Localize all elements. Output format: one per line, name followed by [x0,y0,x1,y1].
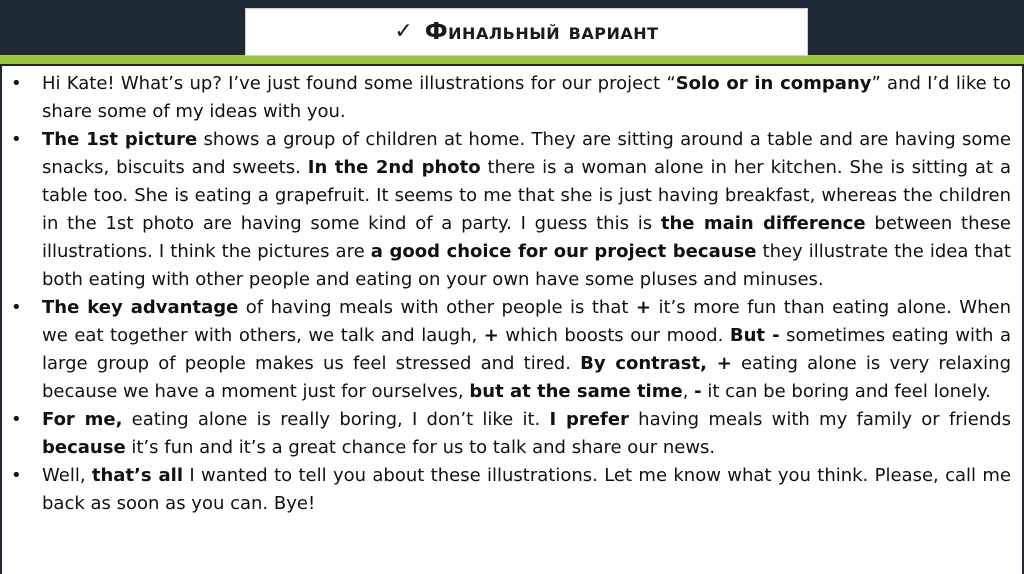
text-run: which boosts our mood. [498,325,730,346]
text-run: Well, [42,465,92,486]
text-run: there is a woman alone in her kitchen. She is sitting at a table too. She is eating a grapefruit. It seems to me that she is just having breakfast, whereas the children in the 1st photo are having some kind of a party. I guess this is [42,157,1011,234]
bold-text: The 1st picture [42,129,198,150]
bold-text: that’s all [91,465,183,486]
slide-title: Финальный вариант [424,19,659,45]
bold-text: By contrast, + [580,353,732,374]
text-run: it’s fun and it’s a great chance for us to talk and share our news. [125,437,716,458]
bold-text: I prefer [549,409,629,430]
bold-text: Solo or in company [675,73,872,94]
slide-title-box [245,8,808,56]
text-run: , [682,381,695,402]
bold-text: + [635,297,651,318]
bold-text: In the 2nd photo [307,157,481,178]
text-run: eating alone is very relaxing because we have a moment just for ourselves, [42,353,1012,402]
bold-text: But - [729,325,780,346]
text-run: they illustrate the idea that both eating with other people and eating on your own have some pluses and minuses. [42,241,1011,290]
text-run: Hi Kate! What’s up? I’ve just found some illustrations for our project “ [42,73,676,94]
bullet-item [42,70,1011,126]
text-run: it’s more fun than eating alone. When we eat together with others, we talk and laugh, [42,297,1012,346]
slide-body [0,70,1024,574]
bold-text: - [694,381,702,402]
header-accent-rule [0,55,1024,64]
bold-text: The key advantage [42,297,239,318]
text-run: ” and I’d like to share some of my ideas with you. [42,73,1012,122]
bullet-item [42,294,1011,406]
bullet-list [0,70,1024,518]
text-run: between these illustrations. I think the pictures are [42,213,1012,262]
bullet-item [42,406,1011,462]
text-run: it can be boring and feel lonely. [701,381,991,402]
bold-text: a good choice for our project because [370,241,757,262]
bold-text: + [483,325,499,346]
text-run: shows a group of children at home. They are sitting around a table and are having some snacks, biscuits and sweets. [42,129,1011,178]
bullet-item [42,462,1011,518]
text-run: of having meals with other people is that [238,297,636,318]
bold-text: For me, [42,409,123,430]
text-run: having meals with my family or friends [628,409,1011,430]
text-run: I wanted to tell you about these illustrations. Let me know what you think. Please, call me back as soon as you can. Bye! [42,465,1011,514]
bold-text: the main difference [660,213,866,234]
checkmark-icon: ✓ [394,19,413,44]
bold-text: because [42,437,126,458]
text-run: sometimes eating with a large group of people makes us feel stressed and tired. [42,325,1011,374]
bullet-item [42,126,1011,294]
text-run: eating alone is really boring, I don’t like it. [122,409,550,430]
bold-text: but at the same time [469,381,683,402]
